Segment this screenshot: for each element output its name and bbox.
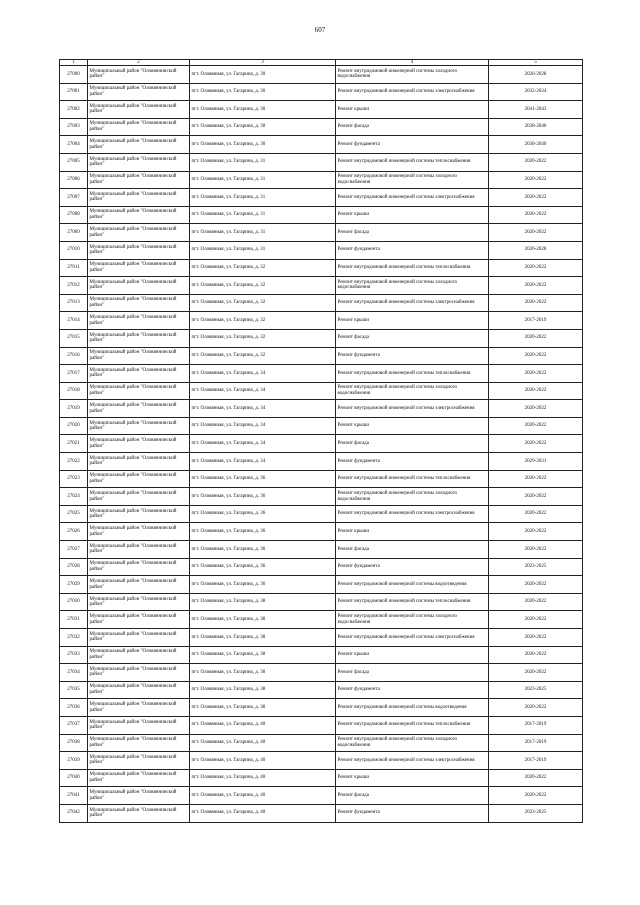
- header-col-2: 2: [88, 60, 190, 66]
- period-cell: 2020-2022: [489, 224, 583, 242]
- municipality-cell: Муниципальный район "Оловяннинский район": [88, 470, 190, 488]
- period-cell: 2020-2022: [489, 417, 583, 435]
- municipality-cell: Муниципальный район "Оловяннинский район": [88, 347, 190, 365]
- period-cell: 2020-2022: [489, 365, 583, 383]
- work-type-cell: Ремонт фасада: [336, 329, 489, 347]
- row-number-cell: 27034: [60, 664, 88, 682]
- page-number: 607: [314, 26, 326, 34]
- address-cell: пгт. Оловянная, ул. Гагарина, д. 31: [190, 224, 336, 242]
- address-cell: пгт. Оловянная, ул. Гагарина, д. 32: [190, 347, 336, 365]
- table-row: [60, 224, 583, 242]
- work-type-cell: Ремонт внутридомовой инженерной системы электроснабжения: [336, 83, 489, 101]
- municipality-cell: Муниципальный район "Оловяннинский район": [88, 769, 190, 787]
- table-row: [60, 171, 583, 189]
- municipality-cell: Муниципальный район "Оловяннинский район": [88, 664, 190, 682]
- address-cell: пгт. Оловянная, ул. Гагарина, д. 36: [190, 541, 336, 559]
- period-cell: 2020-2022: [489, 347, 583, 365]
- period-cell: 2032-2034: [489, 83, 583, 101]
- period-cell: 2020-2022: [489, 593, 583, 611]
- work-type-cell: Ремонт фундамента: [336, 136, 489, 154]
- work-type-cell: Ремонт внутридомовой инженерной системы теплоснабжения: [336, 716, 489, 734]
- row-number-cell: 27035: [60, 681, 88, 699]
- address-cell: пгт. Оловянная, ул. Гагарина, д. 36: [190, 576, 336, 594]
- work-type-cell: Ремонт крыши: [336, 523, 489, 541]
- row-number-cell: 27028: [60, 558, 88, 576]
- row-number-cell: 27014: [60, 312, 88, 330]
- row-number-cell: 27022: [60, 453, 88, 471]
- address-cell: пгт. Оловянная, ул. Гагарина, д. 30: [190, 136, 336, 154]
- work-type-cell: Ремонт внутридомовой инженерной системы холодного водоснабжения: [336, 488, 489, 506]
- table-row: [60, 66, 583, 84]
- municipality-cell: Муниципальный район "Оловяннинский район": [88, 593, 190, 611]
- address-cell: пгт. Оловянная, ул. Гагарина, д. 38: [190, 593, 336, 611]
- municipality-cell: Муниципальный район "Оловяннинский район": [88, 611, 190, 629]
- table-row: [60, 646, 583, 664]
- work-type-cell: Ремонт фасада: [336, 224, 489, 242]
- table-row: [60, 505, 583, 523]
- row-number-cell: 27002: [60, 101, 88, 119]
- table-row: [60, 664, 583, 682]
- table-row: [60, 804, 583, 822]
- municipality-cell: Муниципальный район "Оловяннинский район": [88, 294, 190, 312]
- municipality-cell: Муниципальный район "Оловяннинский район": [88, 312, 190, 330]
- municipality-cell: Муниципальный район "Оловяннинский район": [88, 576, 190, 594]
- address-cell: пгт. Оловянная, ул. Гагарина, д. 34: [190, 400, 336, 418]
- table-row: [60, 118, 583, 136]
- table-row: [60, 365, 583, 383]
- municipality-cell: Муниципальный район "Оловяннинский район": [88, 734, 190, 752]
- municipality-cell: Муниципальный район "Оловяннинский район": [88, 804, 190, 822]
- work-type-cell: Ремонт внутридомовой инженерной системы холодного водоснабжения: [336, 277, 489, 295]
- row-number-cell: 27042: [60, 804, 88, 822]
- period-cell: 2020-2022: [489, 664, 583, 682]
- work-type-cell: Ремонт внутридомовой инженерной системы холодного водоснабжения: [336, 611, 489, 629]
- work-type-cell: Ремонт фундамента: [336, 558, 489, 576]
- work-type-cell: Ремонт фасада: [336, 118, 489, 136]
- municipality-cell: Муниципальный район "Оловяннинский район": [88, 277, 190, 295]
- work-type-cell: Ремонт внутридомовой инженерной системы электроснабжения: [336, 505, 489, 523]
- table-row: [60, 523, 583, 541]
- address-cell: пгт. Оловянная, ул. Гагарина, д. 32: [190, 259, 336, 277]
- row-number-cell: 27000: [60, 66, 88, 84]
- row-number-cell: 27001: [60, 83, 88, 101]
- address-cell: пгт. Оловянная, ул. Гагарина, д. 32: [190, 277, 336, 295]
- municipality-cell: Муниципальный район "Оловяннинский район": [88, 787, 190, 805]
- work-type-cell: Ремонт крыши: [336, 101, 489, 119]
- period-cell: 2020-2022: [489, 505, 583, 523]
- period-cell: 2017-2019: [489, 752, 583, 770]
- municipality-cell: Муниципальный район "Оловяннинский район": [88, 541, 190, 559]
- municipality-cell: Муниципальный район "Оловяннинский район": [88, 505, 190, 523]
- row-number-cell: 27029: [60, 576, 88, 594]
- municipality-cell: Муниципальный район "Оловяннинский район": [88, 558, 190, 576]
- work-type-cell: Ремонт внутридомовой инженерной системы электроснабжения: [336, 400, 489, 418]
- row-number-cell: 27025: [60, 505, 88, 523]
- header-col-5: 5: [489, 60, 583, 66]
- period-cell: 2020-2022: [489, 259, 583, 277]
- table-row: [60, 435, 583, 453]
- address-cell: пгт. Оловянная, ул. Гагарина, д. 30: [190, 101, 336, 119]
- work-type-cell: Ремонт внутридомовой инженерной системы холодного водоснабжения: [336, 734, 489, 752]
- address-cell: пгт. Оловянная, ул. Гагарина, д. 34: [190, 382, 336, 400]
- table-row: [60, 101, 583, 119]
- table-row: [60, 259, 583, 277]
- row-number-cell: 27003: [60, 118, 88, 136]
- municipality-cell: Муниципальный район "Оловяннинский район": [88, 699, 190, 717]
- table-row: [60, 593, 583, 611]
- municipality-cell: Муниципальный район "Оловяннинский район": [88, 118, 190, 136]
- municipality-cell: Муниципальный район "Оловяннинский район": [88, 646, 190, 664]
- work-type-cell: Ремонт фасада: [336, 541, 489, 559]
- row-number-cell: 27018: [60, 382, 88, 400]
- address-cell: пгт. Оловянная, ул. Гагарина, д. 36: [190, 523, 336, 541]
- row-number-cell: 27036: [60, 699, 88, 717]
- work-type-cell: Ремонт внутридомовой инженерной системы теплоснабжения: [336, 259, 489, 277]
- period-cell: 2020-2022: [489, 294, 583, 312]
- capital-repair-table: [59, 59, 583, 823]
- row-number-cell: 27026: [60, 523, 88, 541]
- row-number-cell: 27024: [60, 488, 88, 506]
- address-cell: пгт. Оловянная, ул. Гагарина, д. 40: [190, 787, 336, 805]
- row-number-cell: 27037: [60, 716, 88, 734]
- address-cell: пгт. Оловянная, ул. Гагарина, д. 38: [190, 681, 336, 699]
- work-type-cell: Ремонт фасада: [336, 787, 489, 805]
- period-cell: 2038-2040: [489, 136, 583, 154]
- table-row: [60, 488, 583, 506]
- municipality-cell: Муниципальный район "Оловяннинский район": [88, 66, 190, 84]
- address-cell: пгт. Оловянная, ул. Гагарина, д. 40: [190, 716, 336, 734]
- table-body: [60, 66, 583, 823]
- address-cell: пгт. Оловянная, ул. Гагарина, д. 32: [190, 294, 336, 312]
- period-cell: 2017-2019: [489, 312, 583, 330]
- period-cell: 2020-2022: [489, 470, 583, 488]
- work-type-cell: Ремонт фасада: [336, 664, 489, 682]
- row-number-cell: 27023: [60, 470, 88, 488]
- address-cell: пгт. Оловянная, ул. Гагарина, д. 36: [190, 470, 336, 488]
- address-cell: пгт. Оловянная, ул. Гагарина, д. 32: [190, 312, 336, 330]
- municipality-cell: Муниципальный район "Оловяннинский район": [88, 523, 190, 541]
- period-cell: 2038-2040: [489, 118, 583, 136]
- row-number-cell: 27019: [60, 400, 88, 418]
- table-row: [60, 347, 583, 365]
- address-cell: пгт. Оловянная, ул. Гагарина, д. 34: [190, 453, 336, 471]
- work-type-cell: Ремонт внутридомовой инженерной системы холодного водоснабжения: [336, 66, 489, 84]
- municipality-cell: Муниципальный район "Оловяннинский район": [88, 716, 190, 734]
- row-number-cell: 27004: [60, 136, 88, 154]
- work-type-cell: Ремонт внутридомовой инженерной системы водоотведения: [336, 699, 489, 717]
- address-cell: пгт. Оловянная, ул. Гагарина, д. 31: [190, 153, 336, 171]
- table-row: [60, 294, 583, 312]
- address-cell: пгт. Оловянная, ул. Гагарина, д. 34: [190, 435, 336, 453]
- period-cell: 2020-2022: [489, 541, 583, 559]
- work-type-cell: Ремонт крыши: [336, 312, 489, 330]
- work-type-cell: Ремонт крыши: [336, 646, 489, 664]
- row-number-cell: 27038: [60, 734, 88, 752]
- work-type-cell: Ремонт внутридомовой инженерной системы электроснабжения: [336, 752, 489, 770]
- address-cell: пгт. Оловянная, ул. Гагарина, д. 30: [190, 118, 336, 136]
- work-type-cell: Ремонт внутридомовой инженерной системы теплоснабжения: [336, 470, 489, 488]
- header-col-4: 4: [336, 60, 489, 66]
- municipality-cell: Муниципальный район "Оловяннинский район": [88, 435, 190, 453]
- table-row: [60, 453, 583, 471]
- row-number-cell: 27011: [60, 259, 88, 277]
- row-number-cell: 27021: [60, 435, 88, 453]
- period-cell: 2020-2022: [489, 329, 583, 347]
- period-cell: 2020-2022: [489, 611, 583, 629]
- table-row: [60, 206, 583, 224]
- table-row: [60, 541, 583, 559]
- table-row: [60, 382, 583, 400]
- row-number-cell: 27039: [60, 752, 88, 770]
- table-row: [60, 136, 583, 154]
- period-cell: 2023-2025: [489, 558, 583, 576]
- work-type-cell: Ремонт внутридомовой инженерной системы холодного водоснабжения: [336, 171, 489, 189]
- row-number-cell: 27031: [60, 611, 88, 629]
- municipality-cell: Муниципальный район "Оловяннинский район": [88, 153, 190, 171]
- table-row: [60, 787, 583, 805]
- row-number-cell: 27033: [60, 646, 88, 664]
- table-row: [60, 153, 583, 171]
- row-number-cell: 27015: [60, 329, 88, 347]
- work-type-cell: Ремонт внутридомовой инженерной системы теплоснабжения: [336, 593, 489, 611]
- period-cell: 2020-2022: [489, 189, 583, 207]
- period-cell: 2020-2022: [489, 576, 583, 594]
- period-cell: 2020-2022: [489, 400, 583, 418]
- work-type-cell: Ремонт крыши: [336, 769, 489, 787]
- row-number-cell: 27012: [60, 277, 88, 295]
- period-cell: 2020-2022: [489, 435, 583, 453]
- period-cell: 2020-2022: [489, 646, 583, 664]
- row-number-cell: 27040: [60, 769, 88, 787]
- work-type-cell: Ремонт внутридомовой инженерной системы электроснабжения: [336, 294, 489, 312]
- municipality-cell: Муниципальный район "Оловяннинский район": [88, 189, 190, 207]
- work-type-cell: Ремонт внутридомовой инженерной системы холодного водоснабжения: [336, 382, 489, 400]
- address-cell: пгт. Оловянная, ул. Гагарина, д. 38: [190, 646, 336, 664]
- address-cell: пгт. Оловянная, ул. Гагарина, д. 32: [190, 329, 336, 347]
- period-cell: 2020-2022: [489, 769, 583, 787]
- row-number-cell: 27009: [60, 224, 88, 242]
- work-type-cell: Ремонт внутридомовой инженерной системы теплоснабжения: [336, 365, 489, 383]
- municipality-cell: Муниципальный район "Оловяннинский район": [88, 259, 190, 277]
- table-row: [60, 769, 583, 787]
- row-number-cell: 27005: [60, 153, 88, 171]
- municipality-cell: Муниципальный район "Оловяннинский район": [88, 83, 190, 101]
- table-row: [60, 699, 583, 717]
- period-cell: 2020-2022: [489, 171, 583, 189]
- work-type-cell: Ремонт фасада: [336, 435, 489, 453]
- table-row: [60, 576, 583, 594]
- period-cell: 2029-2031: [489, 453, 583, 471]
- period-cell: 2020-2022: [489, 787, 583, 805]
- work-type-cell: Ремонт внутридомовой инженерной системы теплоснабжения: [336, 153, 489, 171]
- municipality-cell: Муниципальный район "Оловяннинский район": [88, 136, 190, 154]
- address-cell: пгт. Оловянная, ул. Гагарина, д. 36: [190, 505, 336, 523]
- row-number-cell: 27010: [60, 241, 88, 259]
- work-type-cell: Ремонт внутридомовой инженерной системы электроснабжения: [336, 189, 489, 207]
- address-cell: пгт. Оловянная, ул. Гагарина, д. 36: [190, 488, 336, 506]
- municipality-cell: Муниципальный район "Оловяннинский район": [88, 171, 190, 189]
- address-cell: пгт. Оловянная, ул. Гагарина, д. 34: [190, 365, 336, 383]
- work-type-cell: Ремонт внутридомовой инженерной системы электроснабжения: [336, 629, 489, 647]
- table-row: [60, 83, 583, 101]
- period-cell: 2017-2019: [489, 716, 583, 734]
- period-cell: 2023-2025: [489, 681, 583, 699]
- work-type-cell: Ремонт фундамента: [336, 453, 489, 471]
- period-cell: 2041-2043: [489, 101, 583, 119]
- address-cell: пгт. Оловянная, ул. Гагарина, д. 36: [190, 558, 336, 576]
- work-type-cell: Ремонт фундамента: [336, 804, 489, 822]
- address-cell: пгт. Оловянная, ул. Гагарина, д. 30: [190, 66, 336, 84]
- row-number-cell: 27007: [60, 189, 88, 207]
- municipality-cell: Муниципальный район "Оловяннинский район": [88, 224, 190, 242]
- address-cell: пгт. Оловянная, ул. Гагарина, д. 31: [190, 241, 336, 259]
- municipality-cell: Муниципальный район "Оловяннинский район": [88, 488, 190, 506]
- municipality-cell: Муниципальный район "Оловяннинский район": [88, 101, 190, 119]
- work-type-cell: Ремонт крыши: [336, 206, 489, 224]
- period-cell: 2020-2022: [489, 488, 583, 506]
- table-row: [60, 716, 583, 734]
- work-type-cell: Ремонт внутридомовой инженерной системы водоотведения: [336, 576, 489, 594]
- address-cell: пгт. Оловянная, ул. Гагарина, д. 40: [190, 804, 336, 822]
- table-row: [60, 734, 583, 752]
- header-col-3: 3: [190, 60, 336, 66]
- period-cell: 2026-2028: [489, 66, 583, 84]
- row-number-cell: 27030: [60, 593, 88, 611]
- municipality-cell: Муниципальный район "Оловяннинский район": [88, 206, 190, 224]
- period-cell: 2023-2025: [489, 804, 583, 822]
- period-cell: 2020-2022: [489, 629, 583, 647]
- table-row: [60, 400, 583, 418]
- table-row: [60, 417, 583, 435]
- period-cell: 2020-2022: [489, 523, 583, 541]
- row-number-cell: 27020: [60, 417, 88, 435]
- municipality-cell: Муниципальный район "Оловяннинский район": [88, 329, 190, 347]
- municipality-cell: Муниципальный район "Оловяннинский район": [88, 241, 190, 259]
- row-number-cell: 27027: [60, 541, 88, 559]
- row-number-cell: 27017: [60, 365, 88, 383]
- period-cell: 2017-2019: [489, 734, 583, 752]
- address-cell: пгт. Оловянная, ул. Гагарина, д. 31: [190, 189, 336, 207]
- header-col-1: 1: [60, 60, 88, 66]
- work-type-cell: Ремонт фундамента: [336, 241, 489, 259]
- work-type-cell: Ремонт крыши: [336, 417, 489, 435]
- municipality-cell: Муниципальный район "Оловяннинский район": [88, 417, 190, 435]
- address-cell: пгт. Оловянная, ул. Гагарина, д. 38: [190, 611, 336, 629]
- row-number-cell: 27008: [60, 206, 88, 224]
- period-cell: 2026-2028: [489, 241, 583, 259]
- municipality-cell: Муниципальный район "Оловяннинский район": [88, 752, 190, 770]
- row-number-cell: 27041: [60, 787, 88, 805]
- address-cell: пгт. Оловянная, ул. Гагарина, д. 40: [190, 752, 336, 770]
- row-number-cell: 27006: [60, 171, 88, 189]
- table-row: [60, 752, 583, 770]
- table-row: [60, 329, 583, 347]
- address-cell: пгт. Оловянная, ул. Гагарина, д. 34: [190, 417, 336, 435]
- municipality-cell: Муниципальный район "Оловяннинский район": [88, 365, 190, 383]
- period-cell: 2020-2022: [489, 699, 583, 717]
- address-cell: пгт. Оловянная, ул. Гагарина, д. 31: [190, 206, 336, 224]
- address-cell: пгт. Оловянная, ул. Гагарина, д. 38: [190, 664, 336, 682]
- table-row: [60, 189, 583, 207]
- municipality-cell: Муниципальный район "Оловяннинский район": [88, 400, 190, 418]
- work-type-cell: Ремонт фундамента: [336, 347, 489, 365]
- row-number-cell: 27032: [60, 629, 88, 647]
- work-type-cell: Ремонт фундамента: [336, 681, 489, 699]
- period-cell: 2020-2022: [489, 382, 583, 400]
- address-cell: пгт. Оловянная, ул. Гагарина, д. 40: [190, 769, 336, 787]
- table-row: [60, 312, 583, 330]
- municipality-cell: Муниципальный район "Оловяннинский район": [88, 453, 190, 471]
- row-number-cell: 27016: [60, 347, 88, 365]
- table-row: [60, 558, 583, 576]
- period-cell: 2020-2022: [489, 277, 583, 295]
- address-cell: пгт. Оловянная, ул. Гагарина, д. 38: [190, 699, 336, 717]
- table-row: [60, 241, 583, 259]
- table-row: [60, 681, 583, 699]
- address-cell: пгт. Оловянная, ул. Гагарина, д. 31: [190, 171, 336, 189]
- table-row: [60, 611, 583, 629]
- municipality-cell: Муниципальный район "Оловяннинский район": [88, 629, 190, 647]
- municipality-cell: Муниципальный район "Оловяннинский район": [88, 382, 190, 400]
- address-cell: пгт. Оловянная, ул. Гагарина, д. 38: [190, 629, 336, 647]
- period-cell: 2020-2022: [489, 206, 583, 224]
- municipality-cell: Муниципальный район "Оловяннинский район": [88, 681, 190, 699]
- table-row: [60, 277, 583, 295]
- table-row: [60, 629, 583, 647]
- address-cell: пгт. Оловянная, ул. Гагарина, д. 40: [190, 734, 336, 752]
- address-cell: пгт. Оловянная, ул. Гагарина, д. 30: [190, 83, 336, 101]
- table-row: [60, 470, 583, 488]
- row-number-cell: 27013: [60, 294, 88, 312]
- period-cell: 2020-2022: [489, 153, 583, 171]
